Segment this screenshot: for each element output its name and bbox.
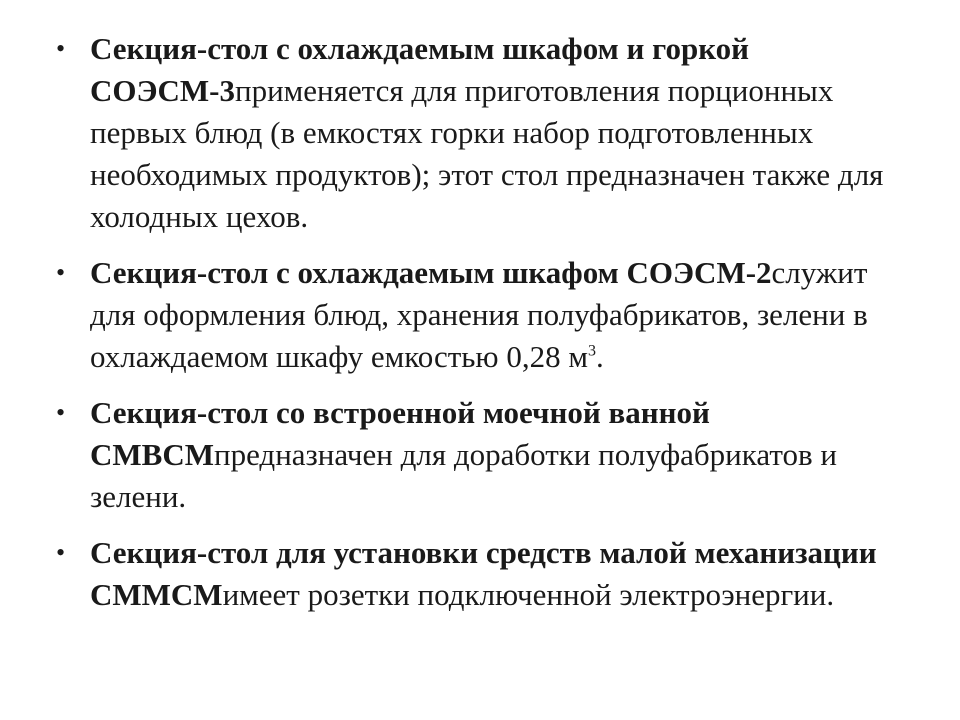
item-title: Секция-стол для установки средств малой механизации СММСМ	[90, 535, 877, 612]
list-item	[56, 532, 920, 616]
item-description: служит для оформления блюд, хранения полуфабрикатов, зелени в охлаждаемом шкафу емкостью 0,28 м	[90, 255, 868, 374]
superscript: 3	[587, 342, 596, 360]
item-title: Секция-стол со встроенной моечной ванной СМВСМ	[90, 395, 710, 472]
list-item	[56, 28, 920, 238]
item-description: предназначен для доработки полуфабрикатов и зелени.	[90, 437, 837, 514]
list-item	[56, 392, 920, 518]
item-title: Секция-стол с охлаждаемым шкафом и горкой СОЭСМ-3	[90, 31, 750, 108]
bullet-dot-icon: •	[56, 398, 66, 427]
item-title: Секция-стол с охлаждаемым шкафом СОЭСМ-2	[90, 255, 772, 290]
bullet-dot-icon: •	[56, 258, 66, 287]
bullet-dot-icon: •	[56, 538, 66, 567]
item-tail: .	[595, 339, 604, 374]
item-description: имеет розетки подключенной электроэнергии.	[222, 577, 835, 612]
item-description: применяется для приготовления порционных первых блюд (в емкостях горки набор подготовленных необходимых продуктов); этот стол предназначен также для холодных цехов.	[90, 73, 884, 234]
list-item	[56, 252, 920, 378]
bullet-list	[56, 28, 920, 616]
bullet-dot-icon: •	[56, 34, 66, 63]
